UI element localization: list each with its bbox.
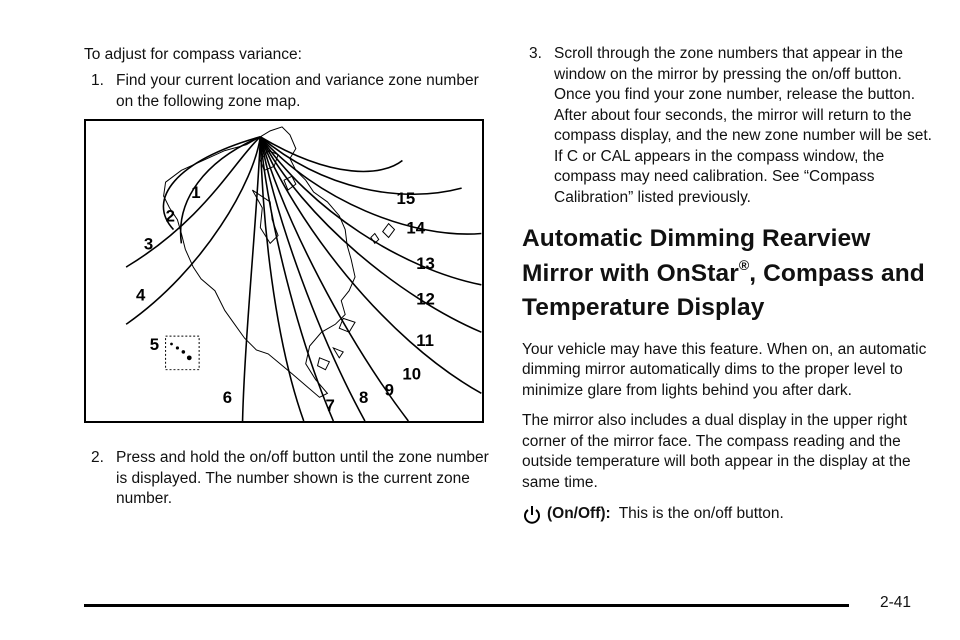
zone-label: 5 — [149, 334, 160, 354]
step-1-text: Find your current location and variance zone number on the following zone map. — [116, 72, 479, 110]
step-3 — [522, 44, 932, 208]
zone-label: 14 — [406, 218, 426, 238]
zone-label: 6 — [222, 388, 233, 408]
zone-number-labels — [136, 183, 435, 415]
onoff-text: This is the on/off button. — [618, 505, 784, 522]
hawaii-inset — [166, 336, 200, 370]
zone-label: 1 — [191, 182, 201, 202]
left-column-lower — [84, 448, 490, 510]
step-2-text: Press and hold the on/off button until the zone number is displayed. The number shown is the current zone number. — [116, 449, 489, 507]
zone-label: 4 — [135, 285, 146, 305]
heading-part-2: , Compass and Temperature Display — [522, 259, 925, 321]
step-2-number: 2. — [91, 449, 104, 466]
zone-label: 15 — [396, 188, 416, 208]
section-heading — [522, 222, 932, 326]
right-column — [522, 44, 932, 525]
page-number: 2-41 — [880, 594, 912, 611]
zone-label: 12 — [416, 289, 435, 309]
registered-mark: ® — [738, 256, 750, 273]
left-column — [84, 44, 490, 112]
step-2 — [84, 448, 490, 510]
zone-label: 8 — [358, 388, 369, 408]
onoff-description — [522, 504, 932, 525]
zone-label: 2 — [165, 206, 175, 226]
footer-rule — [84, 604, 849, 607]
power-icon — [522, 505, 542, 525]
zone-map-graphic — [86, 121, 482, 421]
step-1 — [84, 71, 490, 112]
compass-zone-map — [84, 119, 484, 423]
zone-boundary-lines — [126, 137, 481, 421]
feature-paragraph: Your vehicle may have this feature. When on, an automatic dimming mirror automatically dims to the proper level to minimize glare from lights behind you after dark. — [522, 340, 927, 399]
step-3-number: 3. — [529, 45, 542, 62]
heading-part-1: Automatic Dimming Rearview Mirror with OnStar — [522, 225, 871, 287]
zone-label: 11 — [416, 331, 434, 350]
step-1-number: 1. — [91, 72, 104, 89]
display-paragraph: The mirror also includes a dual display in the upper right corner of the mirror face. The compass reading and the outside temperature will both appear in the display at the same time. — [522, 412, 911, 491]
zone-label: 9 — [384, 380, 394, 400]
zone-label: 10 — [402, 364, 422, 384]
zone-label: 13 — [416, 254, 435, 274]
zone-label: 3 — [143, 234, 154, 254]
step-3-text: Scroll through the zone numbers that appear in the window on the mirror by pressing the on/off button. Once you find your zone number, release the button. After about four seconds, the mirror will return to the compass display, and the new zone number will be set. If C or CAL appears in the compass window, the compass may need calibration. See “Compass Calibration” listed previously. — [554, 45, 932, 206]
zone-label: 7 — [325, 396, 335, 416]
intro-text: To adjust for compass variance: — [84, 46, 302, 63]
onoff-label: (On/Off): — [547, 505, 611, 522]
